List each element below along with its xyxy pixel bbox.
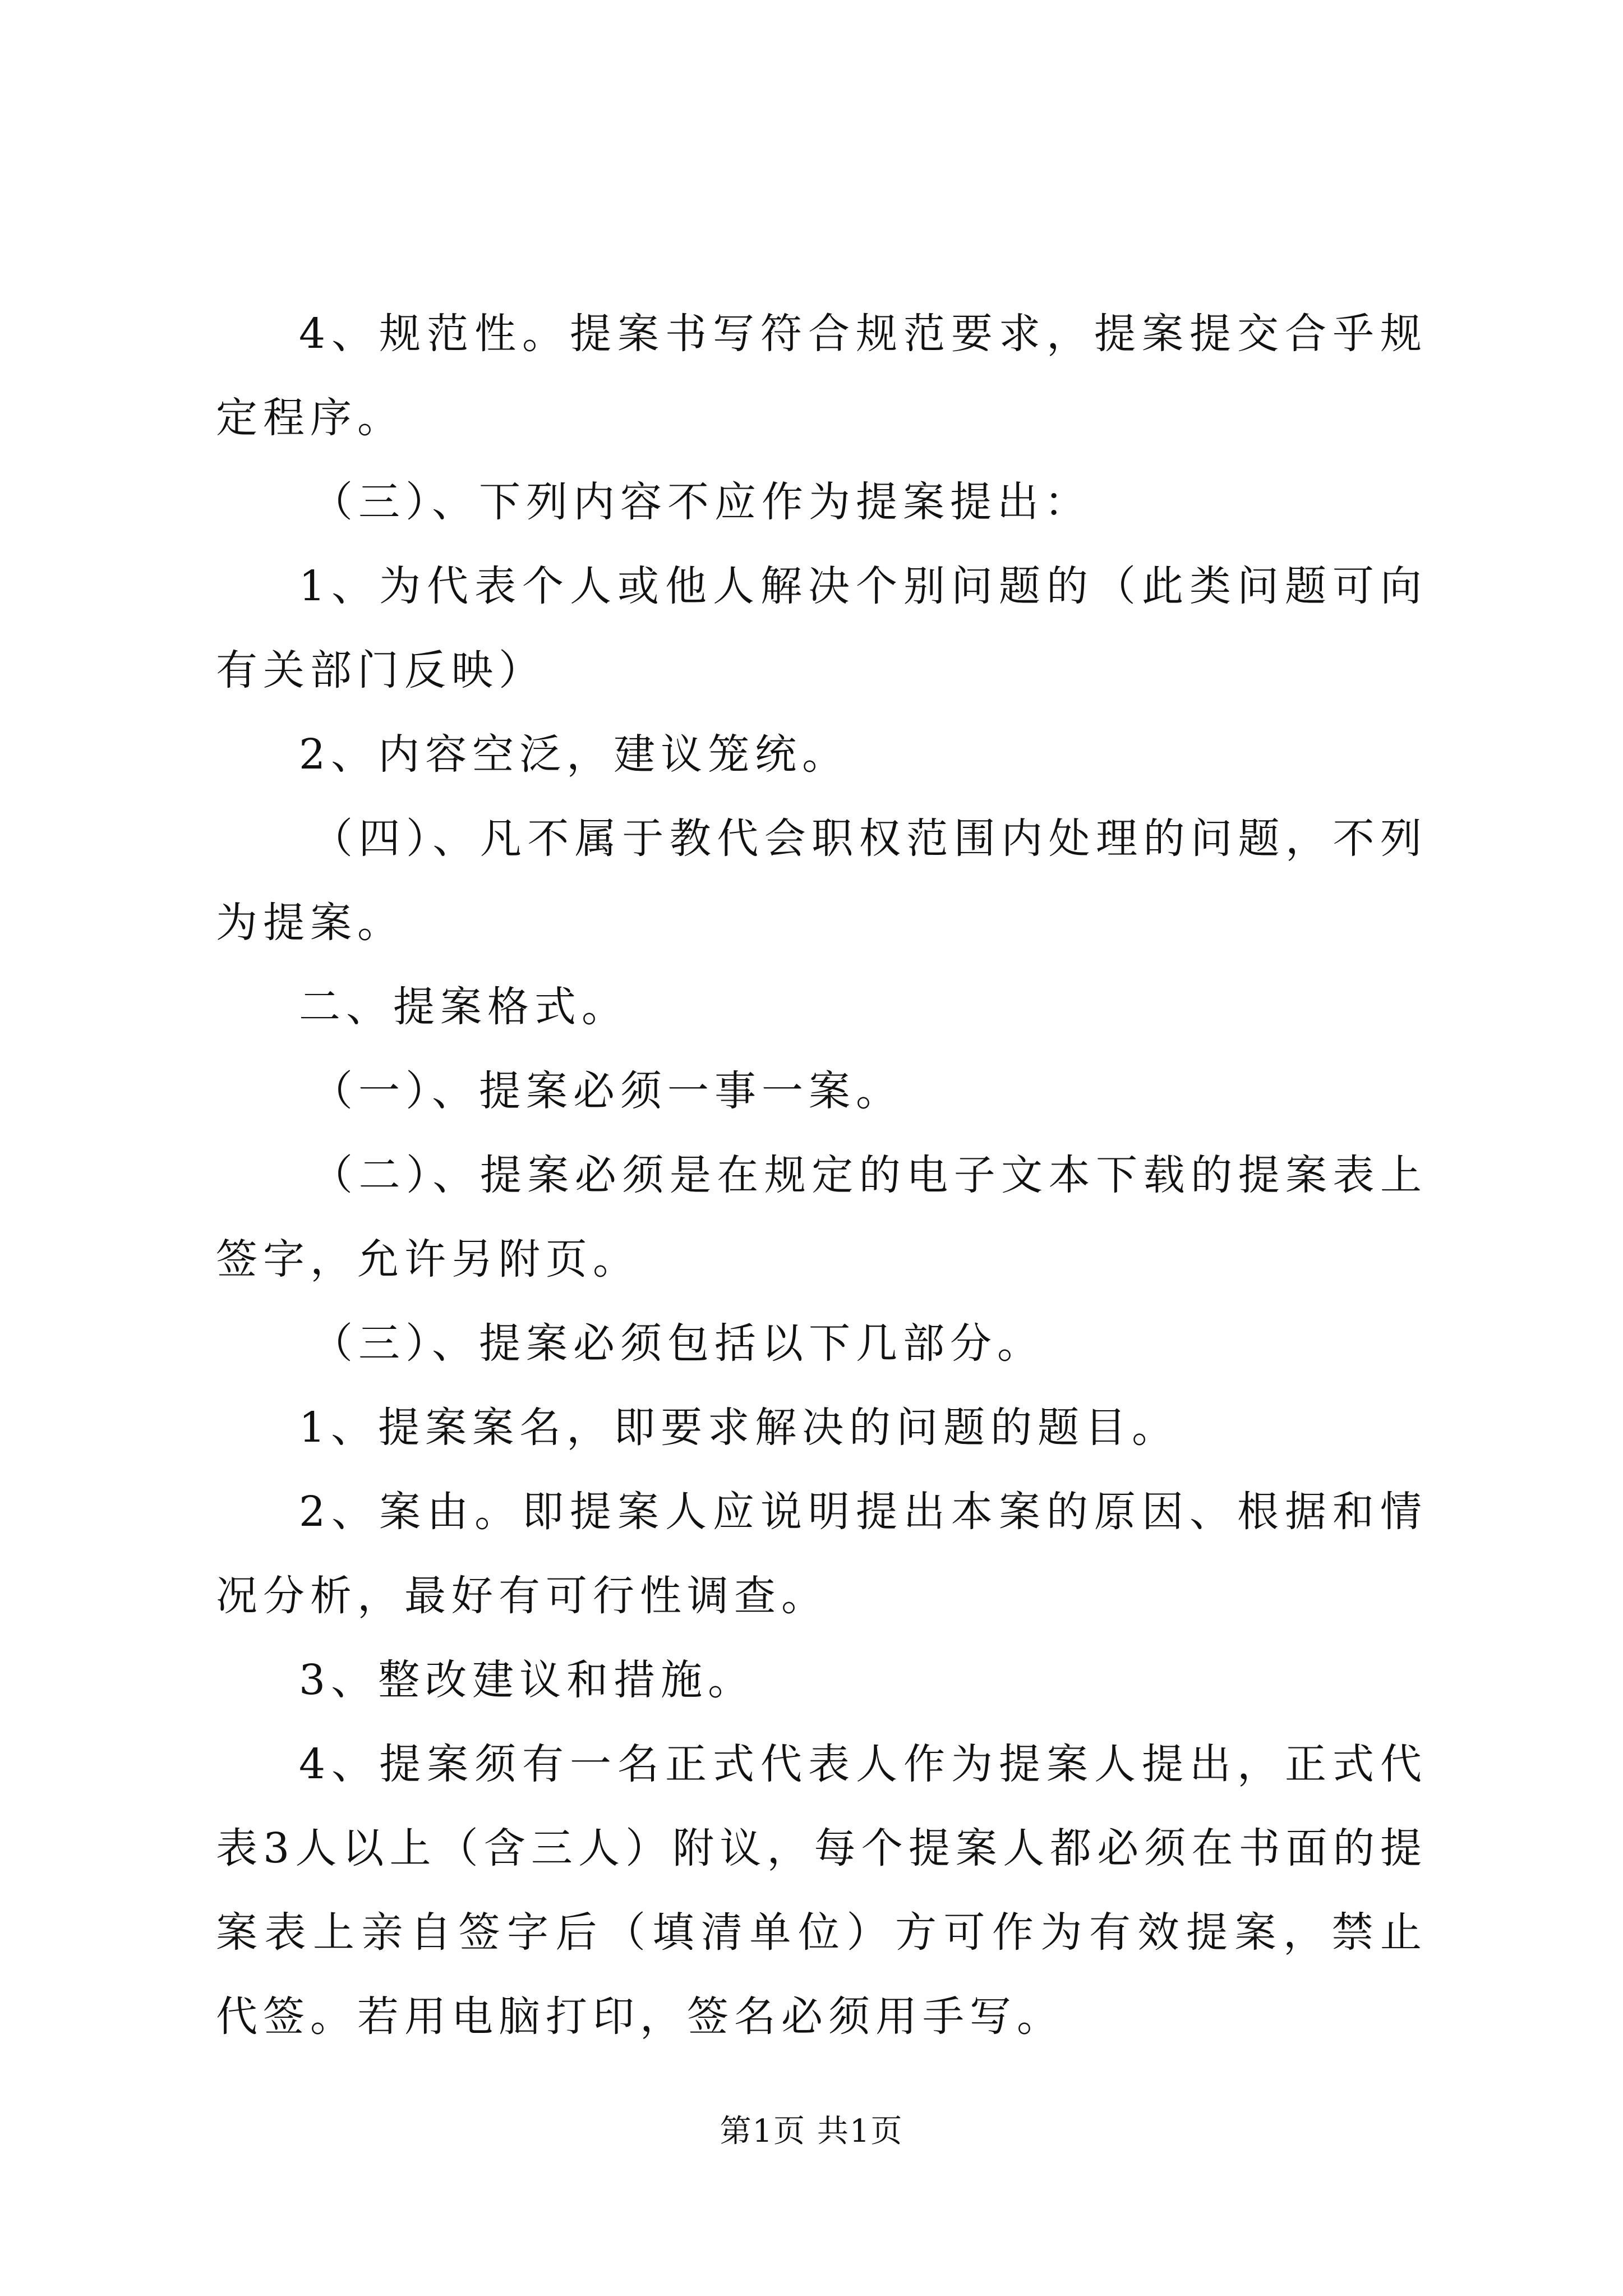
paragraph-section-4: （四）、凡不属于教代会职权范围内处理的问题，不列为提案。 (216, 815, 1427, 947)
paragraph-format-item-3: 3、整改建议和措施。 (299, 1656, 755, 1704)
paragraph-item-1: 1、为代表个人或他人解决个别问题的（此类问题可向有关部门反映） (216, 562, 1427, 694)
page-footer: 第1页 共1页 (720, 2113, 903, 2150)
paragraph-format-3: （三）、提案必须包括以下几部分。 (311, 1319, 1044, 1368)
paragraph-item-2: 2、内容空泛，建议笼统。 (299, 730, 850, 779)
paragraph-normativity: 4、规范性。提案书写符合规范要求，提案提交合乎规定程序。 (216, 310, 1427, 442)
paragraph-format-item-4: 4、提案须有一名正式代表人作为提案人提出，正式代表3人以上（含三人）附议，每个提案人都必须在书面的提案表上亲自签字后（填清单位）方可作为有效提案，禁止代签。若用电脑打印，签名必须用手写。 (216, 1740, 1427, 2041)
paragraph-proposal-format-heading: 二、提案格式。 (299, 983, 629, 1031)
paragraph-format-item-2: 2、案由。即提案人应说明提出本案的原因、根据和情况分析，最好有可行性调查。 (216, 1488, 1427, 1620)
paragraph-format-item-1: 1、提案案名，即要求解决的问题的题目。 (299, 1404, 1179, 1452)
document-body (216, 292, 1427, 2059)
paragraph-section-3-heading: （三）、下列内容不应作为提案提出： (311, 478, 1091, 526)
paragraph-format-1: （一）、提案必须一事一案。 (311, 1067, 903, 1115)
paragraph-format-2: （二）、提案必须是在规定的电子文本下载的提案表上签字，允许另附页。 (216, 1151, 1427, 1283)
